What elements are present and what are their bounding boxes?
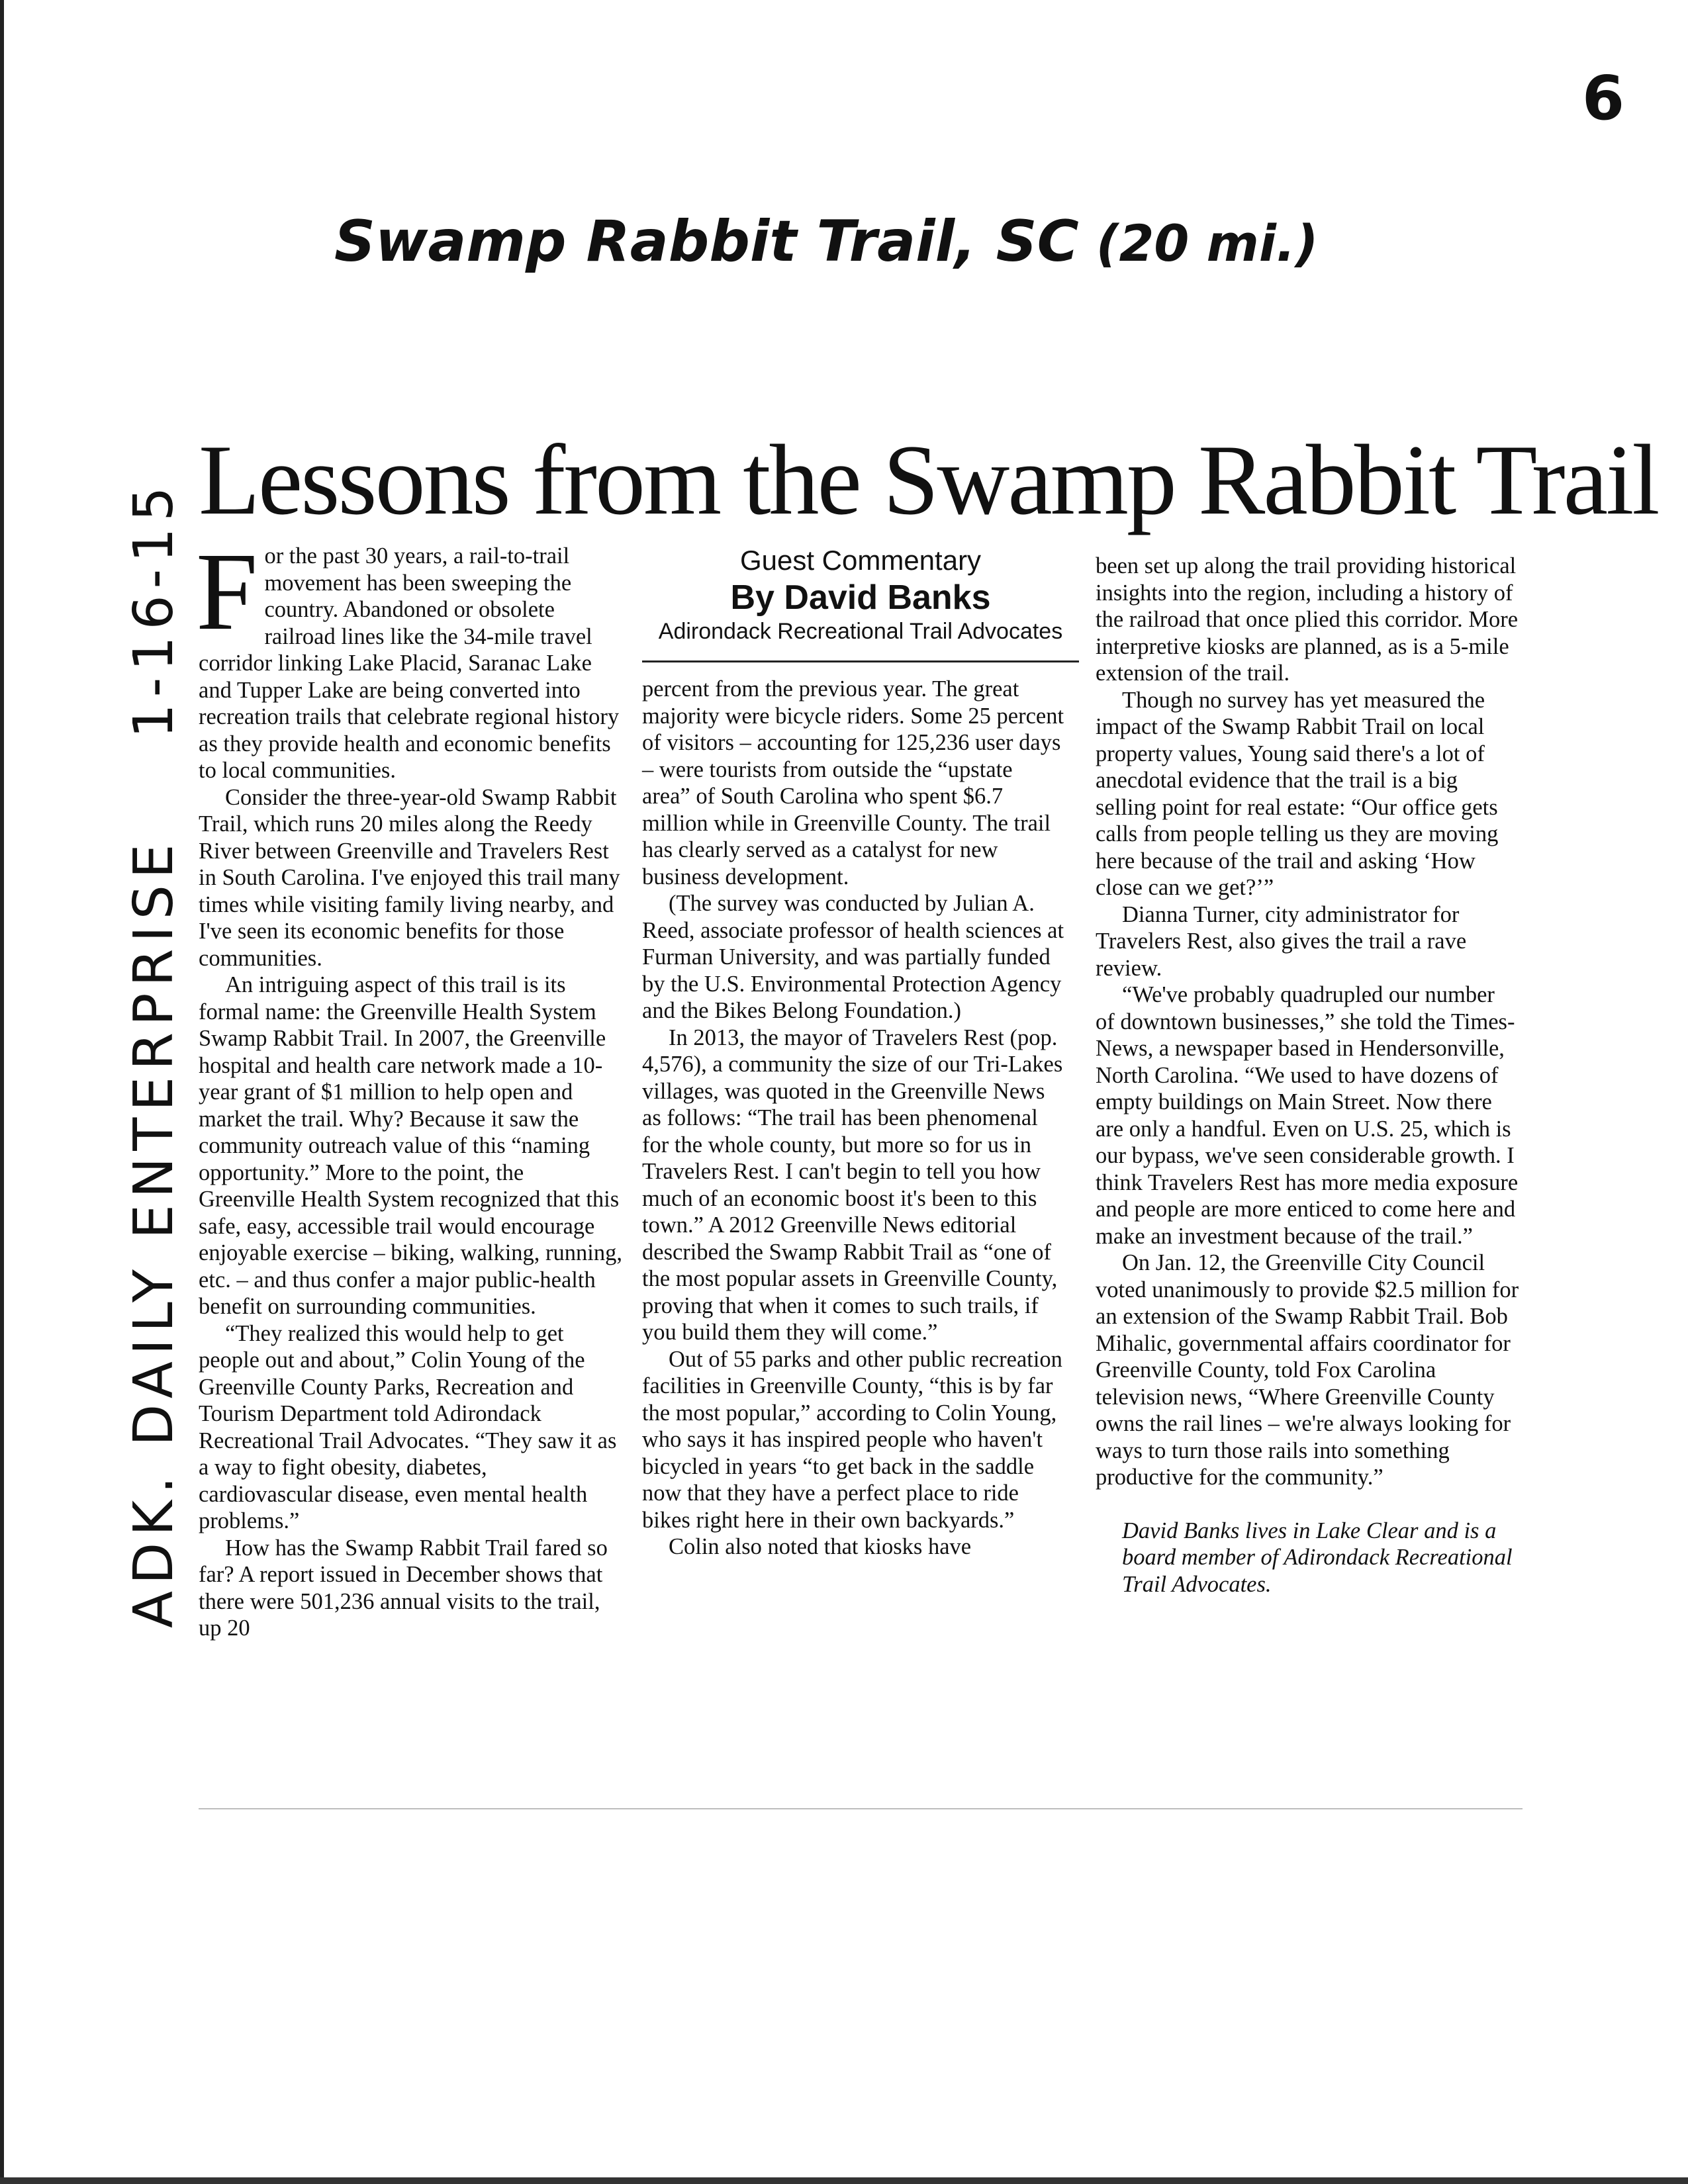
trail-distance: (20 mi.) [1096, 214, 1319, 273]
handwritten-source-note [122, 480, 185, 1628]
paragraph: “They realized this would help to get people out and about,” Colin Young of the Greenville County Parks, Recreation and Tourism Department told Adirondack Recreational Trail Advocates. “They saw it as a way to fight obesity, diabetes, cardiovascular disease, even mental health problems.” [199, 1320, 617, 1533]
article-column-2 [642, 544, 1066, 1561]
paragraph: Though no survey has yet measured the impact of the Swamp Rabbit Trail on local property values, Young said there's a lot of anecdotal evidence that the trail is a big selling point for real estate: “Our office gets calls from people telling us they are moving here because of the trail and asking ‘How close can we get?’” [1096, 687, 1499, 900]
paragraph: How has the Swamp Rabbit Trail fared so far? A report issued in December shows that there were 501,236 annual visits to the trail, up 20 [199, 1535, 608, 1641]
paragraph: Colin also noted that kiosks have [669, 1534, 972, 1559]
byline [642, 544, 1079, 662]
clipping-title [334, 208, 1460, 275]
paragraph: Consider the three-year-old Swamp Rabbit Trail, which runs 20 miles along the Reedy River between Greenville and Travelers Rest in South Carolina. I've enjoyed this trail many times while visiting family living nearby, and I've seen its economic benefits for those communities. [199, 784, 620, 971]
paragraph: For the past 30 years, a rail-to-trail movement has been sweeping the country. Abandoned or obsolete railroad lines like the 34-mile travel corridor linking Lake Placid, Saranac Lake and Tupper Lake are being converted into recreation trails that celebrate regional history as they provide health and economic benefits to local communities. [196, 530, 620, 783]
paragraph: percent from the previous year. The great majority were bicycle riders. Some 25 percent of visitors – accounting for 125,236 user days – were tourists from outside the “upstate area” of South Carolina who spent $6.7 million while in Greenville County. The trail has clearly served as a catalyst for new business development. [642, 676, 1064, 889]
page-number: 6 [1582, 63, 1625, 134]
paragraph: Dianna Turner, city administrator for Travelers Rest, also gives the trail a rave review. [1096, 901, 1467, 981]
drop-cap: F [196, 530, 258, 653]
paragraph: “We've probably quadrupled our number of downtown businesses,” she told the Times-News, a newspaper based in Hendersonville, North Carolina. “We used to have dozens of empty buildings on Main Street. Now there are only a handful. Even on U.S. 25, which is our bypass, we've seen considerable growth. I think Travelers Rest has more media exposure and people are more enticed to come here and make an investment because of the trail.” [1096, 982, 1519, 1249]
paragraph: Out of 55 parks and other public recreation facilities in Greenville County, “this is by far the most popular,” according to Colin Young, who says it has inspired people who haven't bicycled in years “to get back in the saddle now that they have a perfect place to ride bikes right here in their own backyards.” [642, 1346, 1062, 1533]
byline-label: Guest Commentary [739, 545, 982, 576]
paragraph: An intriguing aspect of this trail is its formal name: the Greenville Health System Swamp Rabbit Trail. In 2007, the Greenville hospital and health care network made a 10-year grant of $1 million to help open and market the trail. Why? Because it saw the community outreach value of this “naming opportunity.” More to the point, the Greenville Health System recognized that this safe, easy, accessible trail would encourage enjoyable exercise – biking, walking, running, etc. – and thus confer a major public-health benefit on surrounding communities. [199, 972, 623, 1319]
date-note: 1-16-15 [122, 480, 185, 739]
article-column-1 [196, 530, 623, 1642]
paragraph: In 2013, the mayor of Travelers Rest (pop. 4,576), a community the size of our Tri-Lakes villages, was quoted in the Greenville News as follows: “The trail has been phenomenal for the whole county, but more so for us in Travelers Rest. I can't begin to tell you how much of an economic boost it's been to this town.” A 2012 Greenville News editorial described the Swamp Rabbit Trail as “one of the most popular assets in Greenville County, proving that when it comes to such trails, if you build them they will come.” [642, 1024, 1063, 1345]
paragraph: (The survey was conducted by Julian A. Reed, associate professor of health sciences at Furman University, and was partially funded by the U.S. Environmental Protection Agency and the Bikes Belong Foundation.) [642, 891, 1064, 1023]
article-column-3 [1096, 553, 1519, 1598]
scan-edge [0, 0, 4, 2184]
bottom-rule [199, 1808, 1523, 1809]
byline-organization: Adirondack Recreational Trail Advocates [658, 619, 1063, 644]
byline-author: By David Banks [730, 578, 991, 617]
scan-bottom-edge [0, 2177, 1688, 2184]
paragraph: been set up along the trail providing historical insights into the region, including a history of the railroad that once plied this corridor. More interpretive kiosks are planned, as is a 5-mile extension of the trail. [1096, 553, 1519, 686]
article-headline: Lessons from the Swamp Rabbit Trail [199, 424, 1658, 535]
source-note: ADK. DAILY ENTERPRISE [122, 837, 185, 1628]
paragraph: On Jan. 12, the Greenville City Council voted unanimously to provide $2.5 million for an extension of the Swamp Rabbit Trail. Bob Mihalic, governmental affairs coordinator for Greenville County, told Fox Carolina television news, “Where Greenville County owns the rail lines – we're always looking for ways to turn those rails into something productive for the community.” [1096, 1250, 1519, 1490]
author-note: David Banks lives in Lake Clear and is a board member of Adirondack Recreational Trail Advocates. [1122, 1518, 1513, 1597]
trail-title: Swamp Rabbit Trail, SC [334, 208, 1079, 275]
